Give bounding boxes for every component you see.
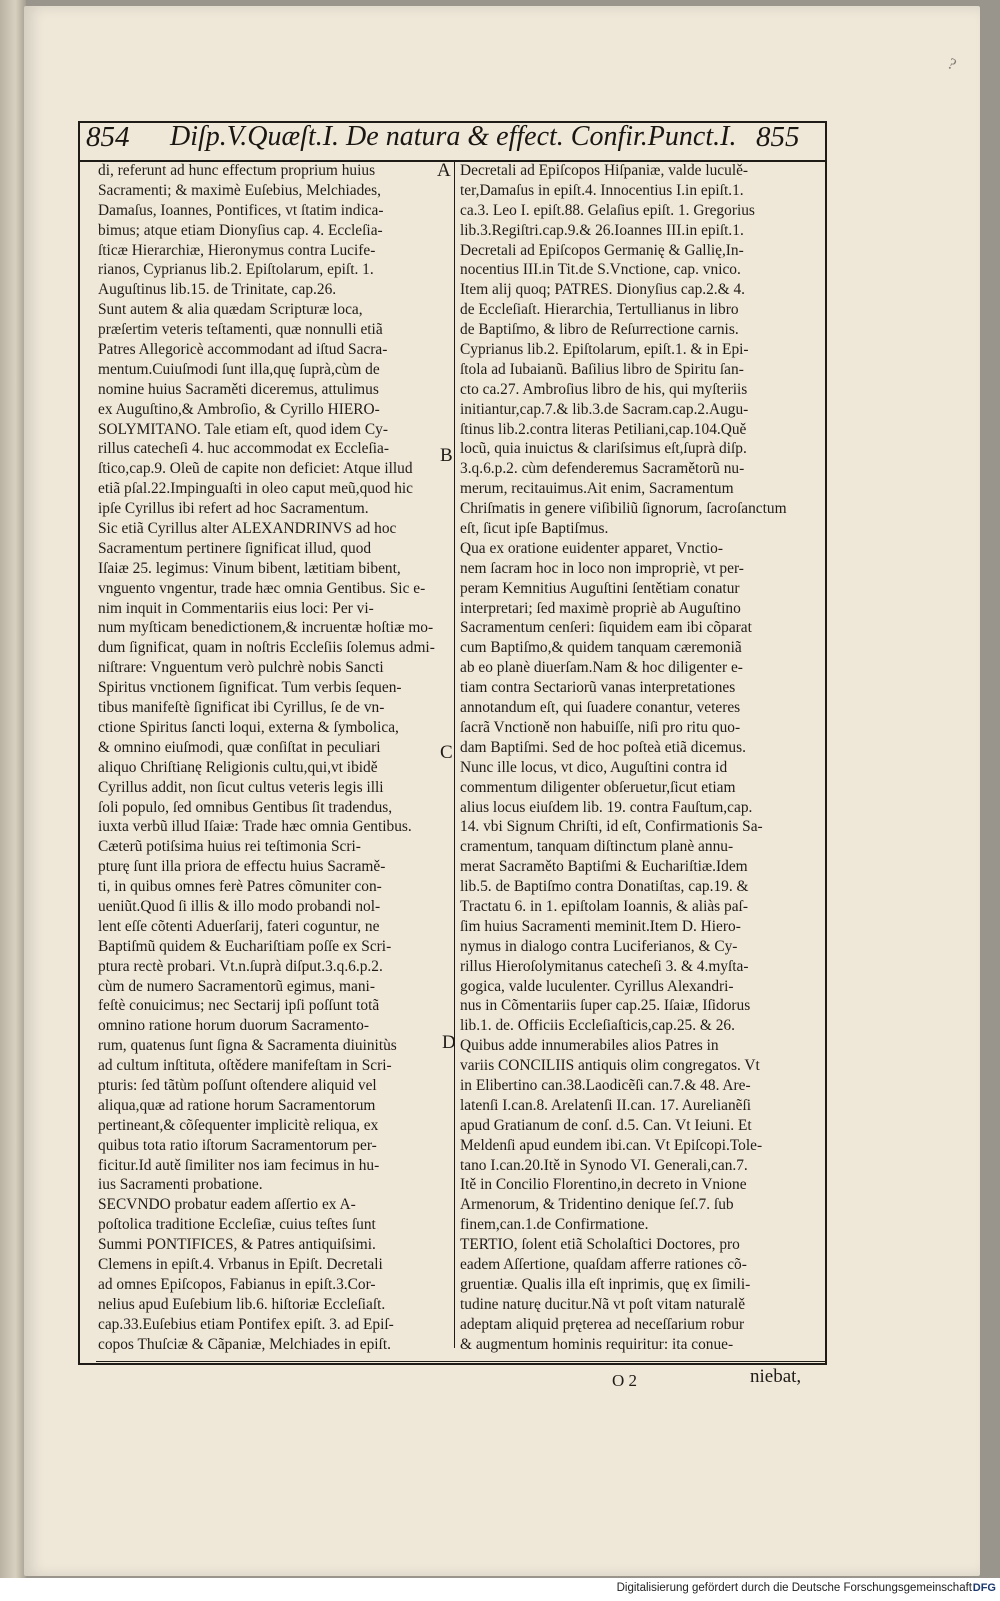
right-column-line: Cyprianus lib.2. Epiſtolarum, epiſt.1. & in Epi-	[460, 341, 749, 359]
right-column-line: eadem Aſſertione, quaſdam afferre rationes cõ-	[460, 1255, 747, 1273]
right-column-line: annotandum eſt, qui ſuadere conantur, veteres	[460, 699, 741, 717]
left-column	[98, 161, 448, 1354]
right-column-line: apud Gratianum de conſ. d.5. Can. Vt Ieiuni. Et	[460, 1116, 752, 1134]
right-column-line: ter,Damaſus in epiſt.4. Innocentius I.in epiſt.1.	[460, 181, 744, 199]
right-column-line: in Elibertino can.38.Laodicẽſi can.7.& 48. Are-	[460, 1076, 751, 1094]
left-column-line: ſoli populo, ſed omnibus Gentibus ſit tradendus,	[98, 798, 393, 816]
margin-letter-b: B	[440, 445, 453, 466]
right-column-line: ſacrã Vnctioně non habuiſſe, niſi pro ritu quo-	[460, 718, 741, 736]
left-column-line: tibus manifeſtè ſignificat ibi Cyrillus, ſe de vn-	[98, 699, 385, 717]
right-column-line: Tractatu 6. in 1. epiſtolam Ioannis, & aliàs paſ-	[460, 897, 748, 915]
left-column-line: lent eſſe cõtenti Aduerſarij, fateri coguntur, ne	[98, 917, 380, 935]
right-column-line: nem ſacram hoc in loco non impropriè, vt per-	[460, 559, 744, 577]
left-column-line: niſtrare: Vnguentum verò pulchrè nobis Sancti	[98, 659, 384, 677]
left-column-line: Damaſus, Ioannes, Pontifices, vt ſtatim indica-	[98, 201, 384, 219]
left-column-line: ficitur.Id autě ſimiliter nos iam fecimus in hu-	[98, 1156, 380, 1174]
left-column-line: pturis: ſed tãtùm poſſunt oſtendere aliquid vel	[98, 1076, 377, 1094]
left-column-line: pturę ſunt illa priora de effectu huius Sacramě-	[98, 858, 386, 876]
left-column-line: Spiritus vnctionem ſignificat. Tum verbis ſequen-	[98, 679, 402, 697]
right-column	[460, 161, 820, 1354]
left-column-line: Sacramentum pertinere ſignificat illud, quod	[98, 539, 372, 557]
left-column-line: aliqua,quæ ad ratione horum Sacramentorum	[98, 1096, 376, 1114]
left-column-line: vnguento vngentur, trade hæc omnia Gentibus. Sic e-	[98, 579, 426, 597]
right-column-line: Nunc ille locus, vt dico, Auguſtini contra id	[460, 758, 728, 776]
right-column-line: eſt, ſicut ipſe Baptiſmus.	[460, 520, 609, 538]
right-column-line: merum, recitauimus.Ait enim, Sacramentum	[460, 480, 734, 498]
right-column-line: adeptam aliquid pręterea ad neceſſarium robur	[460, 1315, 745, 1333]
right-column-line: nocentius III.in Tit.de S.Vnctione, cap. vnico.	[460, 261, 741, 279]
left-column-line: rillus catecheſi 4. huc accommodat ex Eccleſia-	[98, 440, 390, 458]
left-column-line: & omnino eiuſmodi, quæ conſiſtat in peculiari	[98, 738, 381, 756]
left-column-line: ipſe Cyrillus ibi refert ad hoc Sacramentum.	[98, 500, 369, 518]
right-column-line: de Baptiſmo, & libro de Reſurrectione carnis.	[460, 321, 739, 339]
right-column-line: Qua ex oratione euidenter apparet, Vnctio-	[460, 539, 723, 557]
left-column-line: ctione Spiritus ſancti loqui, externa & ſymbolica,	[98, 718, 399, 736]
right-column-line: merat Sacraměto Baptiſmi & Euchariſtiæ.Idem	[460, 858, 748, 876]
funding-credit: Digitalisierung gefördert durch die Deutsche Forschungsgemeinschaft	[616, 1582, 972, 1594]
left-column-line: feſtè conuicimus; nec Sectarij ipſi poſſunt totã	[98, 997, 380, 1015]
left-column-line: dum ſignificat, quam in noſtris Eccleſiis ſolemus admi-	[98, 639, 435, 657]
right-column-line: cramentum, tanquam diſtinctum planè annu-	[460, 838, 734, 856]
left-column-line: quibus tota ratio iſtorum Sacramentorum per-	[98, 1136, 377, 1154]
left-column-line: bimus; atque etiam Dionyſius cap. 4. Eccleſia-	[98, 221, 383, 239]
left-column-line: SECVNDO probatur eadem aſſertio ex A-	[98, 1196, 356, 1214]
right-page-number: 855	[756, 121, 800, 153]
right-column-line: dam Baptiſmi. Sed de hoc poſteà etiã dicemus.	[460, 738, 746, 756]
left-column-line: di, referunt ad hunc effectum proprium huius	[98, 162, 376, 179]
right-column-line: Decretali ad Epiſcopos Hiſpaniæ, valde luculě-	[460, 162, 749, 179]
margin-letter-d: D	[442, 1032, 456, 1053]
right-column-line: tano I.can.20.Itě in Synodo VI. Generali,can.7.	[460, 1156, 748, 1174]
right-column-line: Sacramentum cenſeri: ſiquidem eam ibi cõparat	[460, 619, 752, 637]
right-column-line: cto ca.27. Ambroſius libro de his, qui myſteriis	[460, 380, 748, 398]
left-column-line: copos Thuſciæ & Cãpaniæ, Melchiades in epiſt.	[98, 1335, 391, 1353]
left-column-line: Sic etiã Cyrillus alter ALEXANDRINVS ad hoc	[98, 520, 397, 538]
left-column-line: pertineant,& cõſequenter implicitè reliqua, ex	[98, 1116, 379, 1134]
right-column-line: Armenorum, & Tridentino denique ſeſ.7. ſub	[460, 1196, 734, 1214]
right-column-line: de Eccleſiaſt. Hierarchia, Tertullianus in libro	[460, 301, 739, 319]
left-column-line: Patres Allegoricè accommodant ad iſtud Sacra-	[98, 341, 388, 359]
left-column-line: num myſticam benedictionem,& incruentæ hoſtiæ mo-	[98, 619, 434, 637]
previous-page-edge	[0, 0, 26, 1600]
right-column-line: TERTIO, ſolent etiã Scholaſtici Doctores, pro	[460, 1236, 740, 1254]
dfg-logo: DFG	[972, 1582, 996, 1594]
running-title: Diſp.V.Quæſt.I. De natura & effect. Confir.Punct.I.	[170, 121, 737, 152]
left-column-line: SOLYMITANO. Tale etiam eſt, quod idem Cy-	[98, 420, 388, 438]
left-column-line: rianos, Cyprianus lib.2. Epiſtolarum, epiſt. 1.	[98, 261, 374, 279]
left-column-line: ueniũt.Quod ſi illis & illo modo probandi nol-	[98, 897, 381, 915]
right-column-line: gruentiæ. Qualis illa eſt inprimis, quę ex ſimili-	[460, 1275, 751, 1293]
left-column-line: ex Auguſtino,& Ambroſio, & Cyrillo HIERO-	[98, 400, 380, 418]
right-column-line: finem,can.1.de Confirmatione.	[460, 1216, 649, 1234]
signature-mark: O 2	[612, 1371, 638, 1390]
left-column-line: Cyrillus addit, non ſicut cultus veteris legis illi	[98, 778, 384, 796]
left-column-line: ad cultum inſtituta, oſtědere manifeſtam in Scri-	[98, 1057, 392, 1075]
left-column-line: ptura rectè probari. Vt.n.ſuprà diſput.3.q.6.p.2.	[98, 957, 383, 975]
left-column-line: omnino ratione horum duorum Sacramento-	[98, 1017, 369, 1035]
right-column-line: ſim huius Sacramenti meminit.Item D. Hiero-	[460, 917, 741, 935]
left-page-number: 854	[86, 121, 130, 153]
right-column-line: & augmentum hominis requiritur: ita conue-	[460, 1335, 734, 1353]
left-column-line: ſticæ Hierarchiæ, Hieronymus contra Lucife-	[98, 241, 376, 259]
right-column-line: Chriſmatis in genere viſibiliũ ſignorum, ſacroſanctum	[460, 500, 787, 518]
left-column-line: præſertim veteris teſtamenti, quæ nonnulli etiã	[98, 321, 383, 339]
left-column-line: iuxta verbũ illud Iſaiæ: Trade hæc omnia Gentibus.	[98, 818, 412, 836]
left-column-line: mentum.Cuiuſmodi ſunt illa,quę ſuprà,cùm de	[98, 360, 380, 378]
right-column-line: lib.5. de Baptiſmo contra Donatiſtas, cap.19. &	[460, 878, 749, 896]
left-column-line: poſtolica traditione Eccleſiæ, cuius teſtes ſunt	[98, 1216, 376, 1234]
right-column-line: 14. vbi Signum Chriſti, id eſt, Confirmationis Sa-	[460, 818, 763, 836]
left-column-line: Iſaiæ 25. legimus: Vinum bibent, lætitiam bibent,	[98, 559, 401, 577]
right-column-line: 3.q.6.p.2. cùm defenderemus Sacramětorũ nu-	[460, 460, 745, 478]
right-column-line: latenſi I.can.8. Arelatenſi II.can. 17. Aurelianẽſi	[460, 1096, 752, 1114]
bottom-rule	[96, 1361, 825, 1362]
right-column-line: lib.3.Regiſtri.cap.9.& 26.Ioannes III.in epiſt.1.	[460, 221, 744, 239]
left-column-line: ius Sacramenti probatione.	[98, 1176, 263, 1194]
margin-letter-c: C	[440, 742, 453, 763]
right-column-line: alius locus eiuſdem lib. 19. contra Fauſtum,cap.	[460, 798, 753, 816]
left-column-line: Sunt autem & alia quædam Scripturæ loca,	[98, 301, 363, 319]
left-column-line: nomine huius Sacraměti diceremus, attulimus	[98, 380, 379, 398]
left-column-line: cap.33.Euſebius etiam Pontifex epiſt. 3. ad Epiſ-	[98, 1315, 394, 1333]
left-column-line: nelius apud Euſebium lib.6. hiſtoriæ Eccleſiaſt.	[98, 1295, 386, 1313]
left-column-line: rum, quatenus ſunt ſigna & Sacramenta diuinitùs	[98, 1037, 397, 1055]
right-column-line: ab eo planè diuerſam.Nam & hoc diligenter e-	[460, 659, 743, 677]
right-column-line: peram Kemnitius Auguſtini ſentětiam conatur	[460, 579, 740, 597]
right-column-line: Item alij quoq; PATRES. Dionyſius cap.2.& 4.	[460, 281, 746, 299]
right-column-line: ſtola ad Iubaianũ. Baſilius libro de Spiritu ſan-	[460, 360, 744, 378]
left-column-line: cùm de numero Sacramentorũ egimus, mani-	[98, 977, 375, 995]
right-column-line: lib.1. de. Officiis Eccleſiaſticis,cap.25. & 26.	[460, 1017, 735, 1035]
catchword: niebat,	[750, 1366, 802, 1387]
left-column-line: Baptiſmũ quidem & Euchariſtiam poſſe ex Scri-	[98, 937, 392, 955]
right-column-line: ſtinus lib.2.contra literas Petiliani,cap.104.Quě	[460, 420, 747, 438]
right-column-line: initiantur,cap.7.& lib.3.de Sacram.cap.2.Augu-	[460, 400, 749, 418]
right-column-line: nus in Cõmentariis ſuper cap.25. Iſaiæ, Iſidorus	[460, 997, 751, 1015]
right-column-line: Itě in Concilio Florentino,in decreto in Vnione	[460, 1176, 747, 1194]
right-column-line: interpretari; ſed maximè propriè ab Auguſtino	[460, 599, 741, 617]
left-column-line: aliquo Chriſtianę Religionis cultu,qui,vt ibidě	[98, 758, 378, 776]
right-column-line: locũ, quia inuictus & clariſsimus eſt,ſuprà diſp.	[460, 440, 747, 458]
margin-letter-a: A	[437, 160, 451, 181]
left-column-line: ſtico,cap.9. Oleũ de capite non deficiet: Atque illud	[98, 460, 413, 478]
right-column-line: ca.3. Leo I. epiſt.88. Gelaſius epiſt. 1. Gregorius	[460, 201, 755, 219]
left-column-line: Cæterũ potiſsima huius rei teſtimonia Scri-	[98, 838, 361, 856]
right-column-line: Decretali ad Epiſcopos Germanię & Gallię,In-	[460, 241, 744, 259]
right-column-line: variis CONCILIIS antiquis olim congregatos. Vt	[460, 1057, 760, 1075]
left-column-line: nim inquit in Commentariis eius loci: Per vi-	[98, 599, 374, 617]
left-column-line: ad omnes Epiſcopos, Fabianus in epiſt.3.Cor-	[98, 1275, 376, 1293]
right-column-line: Meldenſi apud eundem ibi.can. Vt Epiſcopi.Tole-	[460, 1136, 763, 1154]
left-column-line: Sacramenti; & maximè Euſebius, Melchiades,	[98, 181, 381, 199]
left-column-line: etiã pſal.22.Impinguaſti in oleo caput meũ,quod hic	[98, 480, 414, 498]
right-column-line: Quibus adde innumerabiles alios Patres in	[460, 1037, 719, 1055]
left-column-line: Auguſtinus lib.15. de Trinitate, cap.26.	[98, 281, 337, 299]
right-column-line: cum Baptiſmo,& quidem tanquam cæremoniã	[460, 639, 742, 657]
left-column-line: Summi PONTIFICES, & Patres antiquiſsimi.	[98, 1236, 376, 1254]
right-column-line: tudine naturę ducitur.Nã vt poſt vitam naturalě	[460, 1295, 746, 1313]
pencil-mark: ?	[944, 55, 959, 74]
right-column-line: rillus Hieroſolymitanus catecheſi 3. & 4.myſta-	[460, 957, 749, 975]
left-column-line: ti, in quibus omnes ferè Patres cõmuniter con-	[98, 878, 382, 896]
right-column-line: nymus in dialogo contra Luciferianos, & Cy-	[460, 937, 738, 955]
left-column-line: Clemens in epiſt.4. Vrbanus in Epiſt. Decretali	[98, 1255, 383, 1273]
right-column-line: commentum diligenter obſeruetur,ſicut etiam	[460, 778, 736, 796]
column-rule	[454, 160, 455, 1348]
right-column-line: tiam contra Sectariorũ vanas interpretationes	[460, 679, 736, 697]
right-column-line: gogica, valde luculenter. Cyrillus Alexandri-	[460, 977, 734, 995]
